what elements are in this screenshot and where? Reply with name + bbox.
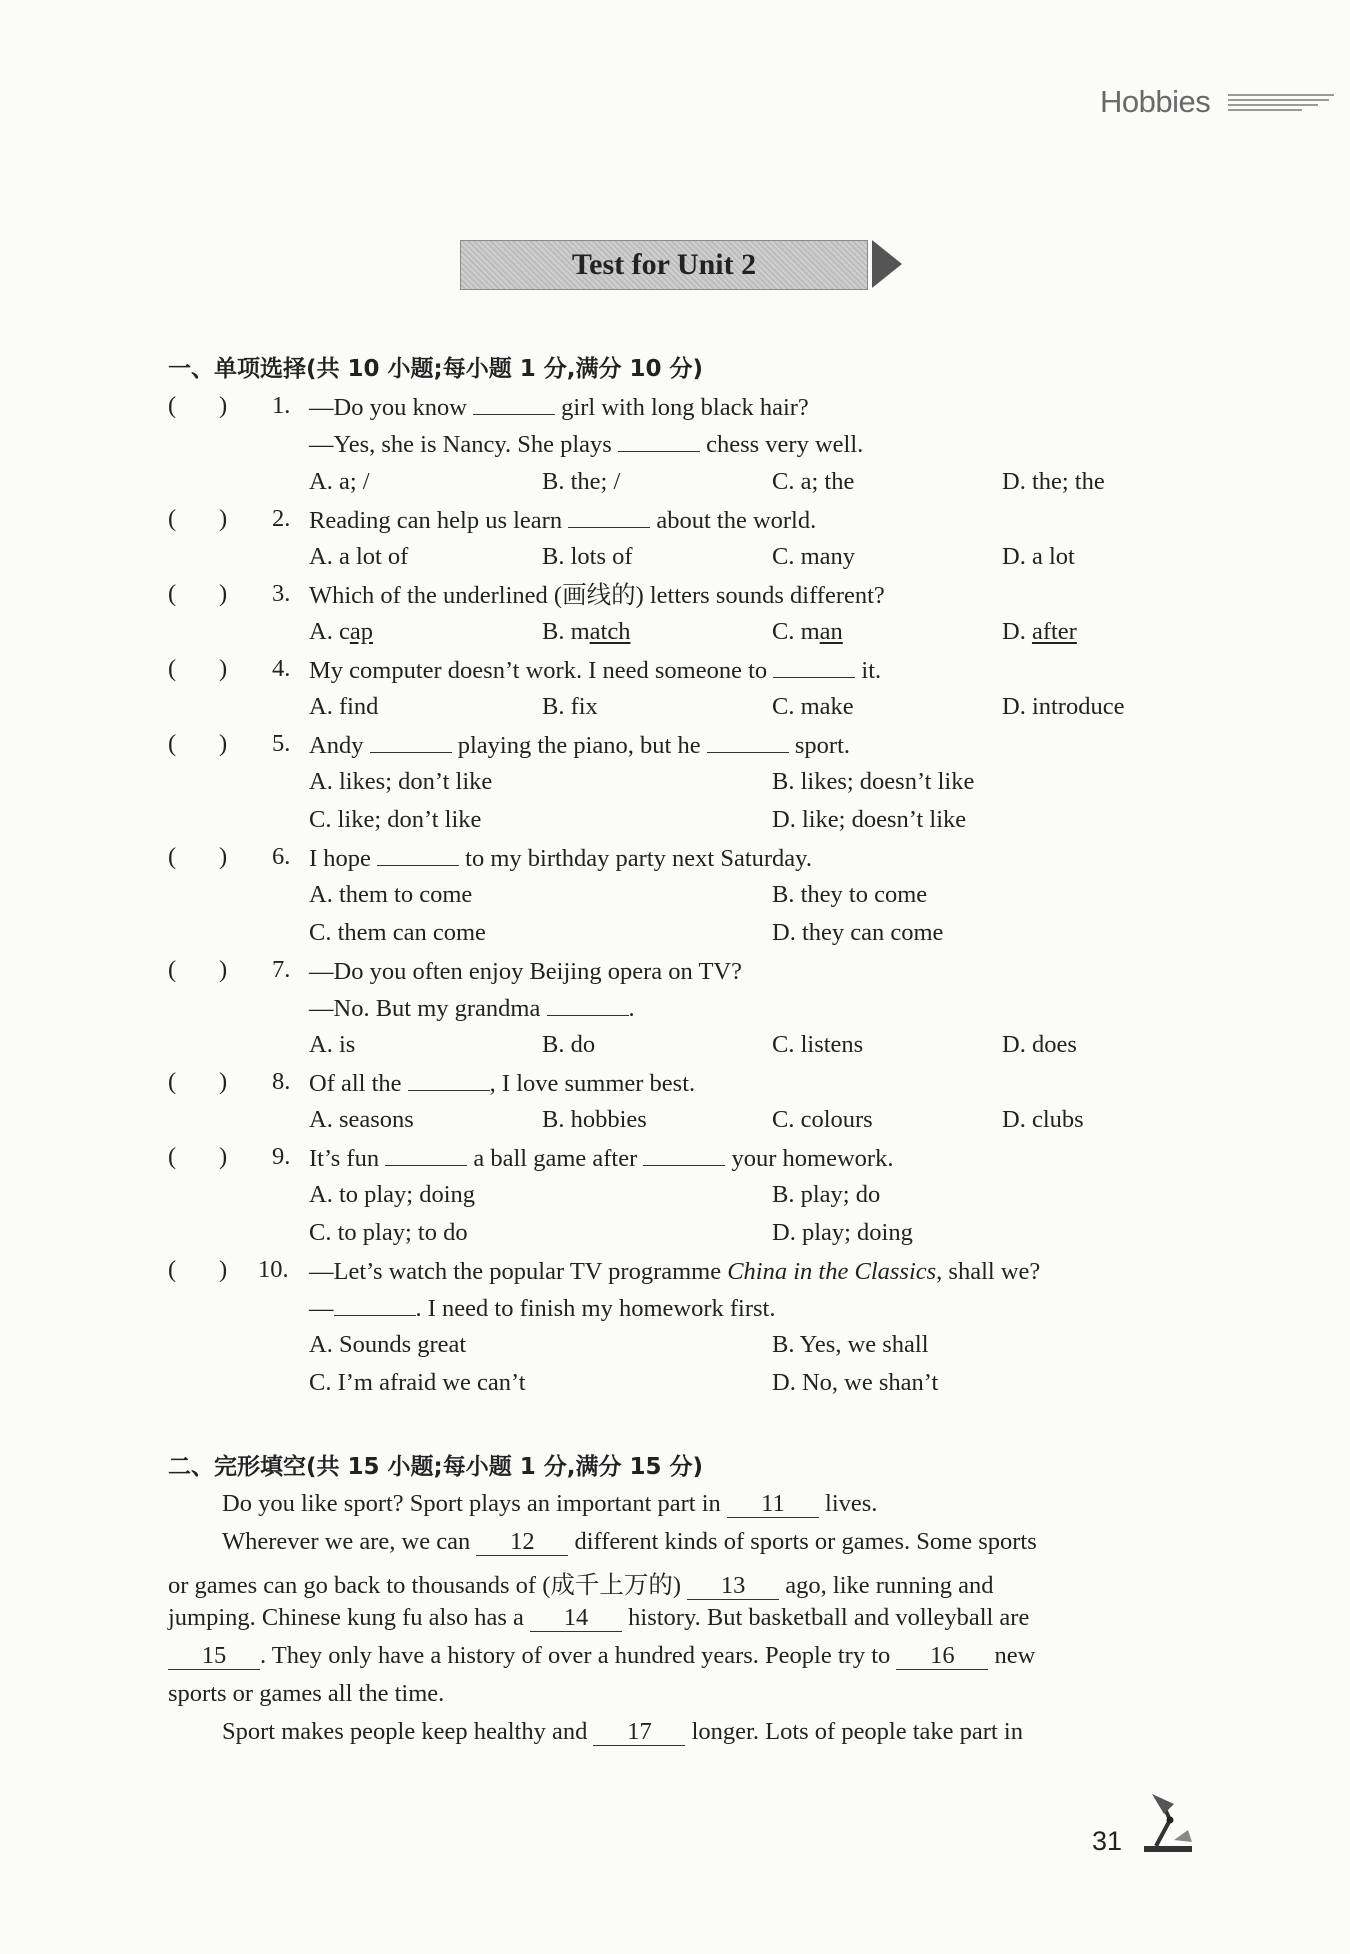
question-text: It’s fun: [309, 1145, 380, 1172]
option-c[interactable]: C. I’m afraid we can’t: [309, 1369, 526, 1396]
option-b[interactable]: B. fix: [542, 693, 598, 720]
cloze-blank[interactable]: 13: [687, 1574, 779, 1600]
answer-blank: [385, 1147, 467, 1166]
section-heading-2: 二、完形填空(共 15 小题;每小题 1 分,满分 15 分): [168, 1454, 704, 1480]
question-text: chess very well.: [706, 431, 864, 458]
unit-title-banner: [460, 240, 868, 290]
question-number: 7.: [272, 956, 291, 983]
answer-blank: [377, 847, 459, 866]
answer-paren[interactable]: ( ): [168, 392, 228, 419]
question-text: a ball game after: [473, 1145, 638, 1172]
question-text: —No. But my grandma: [309, 995, 541, 1022]
question-number: 10.: [258, 1256, 289, 1283]
question-number: 9.: [272, 1143, 291, 1170]
option-d[interactable]: D. after: [1002, 618, 1077, 645]
option-a[interactable]: A. Sounds great: [309, 1331, 467, 1358]
header-decoration-lines: [1228, 94, 1334, 110]
title-arrow-icon: [872, 240, 902, 288]
option-d[interactable]: D. No, we shan’t: [772, 1369, 939, 1396]
option-d[interactable]: D. they can come: [772, 919, 944, 946]
option-c[interactable]: C. man: [772, 618, 843, 645]
page-number: 31: [1092, 1826, 1123, 1856]
answer-blank: [473, 396, 555, 415]
cloze-blank[interactable]: 11: [727, 1492, 819, 1518]
option-b[interactable]: B. do: [542, 1031, 596, 1058]
question-number: 6.: [272, 843, 291, 870]
answer-blank: [334, 1297, 416, 1316]
option-a[interactable]: A. is: [309, 1031, 356, 1058]
programme-title: China in the Classics: [727, 1258, 937, 1285]
question-text: girl with long black hair?: [561, 394, 809, 421]
answer-paren[interactable]: ( ): [168, 580, 228, 607]
question-text: your homework.: [731, 1145, 894, 1172]
answer-blank: [370, 734, 452, 753]
cloze-blank[interactable]: 16: [896, 1644, 988, 1670]
question-number: 4.: [272, 655, 291, 682]
option-c[interactable]: C. make: [772, 693, 854, 720]
answer-paren[interactable]: ( ): [168, 843, 228, 870]
question-text: to my birthday party next Saturday.: [465, 845, 812, 872]
question-text: —: [309, 1295, 334, 1322]
cloze-blank[interactable]: 17: [593, 1720, 685, 1746]
answer-paren[interactable]: ( ): [168, 655, 228, 682]
question-text: —Yes, she is Nancy. She plays: [309, 431, 612, 458]
answer-blank: [643, 1147, 725, 1166]
option-d[interactable]: D. a lot: [1002, 543, 1075, 570]
option-b[interactable]: B. Yes, we shall: [772, 1331, 929, 1358]
option-c[interactable]: C. colours: [772, 1106, 873, 1133]
option-b[interactable]: B. they to come: [772, 881, 928, 908]
cloze-paragraph-1: Do you like sport? Sport plays an important part in 11 lives.: [222, 1490, 878, 1517]
option-d[interactable]: D. play; doing: [772, 1219, 913, 1246]
option-c[interactable]: C. them can come: [309, 919, 486, 946]
option-d[interactable]: D. does: [1002, 1031, 1077, 1058]
option-d[interactable]: D. clubs: [1002, 1106, 1084, 1133]
question-text: Reading can help us learn: [309, 507, 563, 534]
option-a[interactable]: A. cap: [309, 618, 373, 645]
answer-paren[interactable]: ( ): [168, 505, 228, 532]
option-d[interactable]: D. the; the: [1002, 468, 1105, 495]
option-b[interactable]: B. the; /: [542, 468, 621, 495]
option-c[interactable]: C. many: [772, 543, 856, 570]
option-a[interactable]: A. find: [309, 693, 379, 720]
answer-paren[interactable]: ( ): [168, 1143, 228, 1170]
option-d[interactable]: D. like; doesn’t like: [772, 806, 967, 833]
question-text: Andy: [309, 732, 364, 759]
option-c[interactable]: C. to play; to do: [309, 1219, 468, 1246]
cloze-paragraph-2-line-4: 15 . They only have a history of over a hundred years. People try to 16 new: [168, 1642, 1035, 1670]
question-text: it.: [861, 657, 882, 684]
answer-paren[interactable]: ( ): [168, 1256, 228, 1283]
cloze-blank[interactable]: 14: [530, 1606, 622, 1632]
question-text: .: [628, 995, 635, 1022]
option-d[interactable]: D. introduce: [1002, 693, 1125, 720]
running-header: Hobbies: [1100, 84, 1211, 119]
option-b[interactable]: B. likes; doesn’t like: [772, 768, 975, 795]
question-text: playing the piano, but he: [457, 732, 701, 759]
question-text: . I need to finish my homework first.: [415, 1295, 776, 1322]
question-text: , I love summer best.: [489, 1070, 696, 1097]
question-number: 1.: [272, 392, 291, 419]
section-heading-1: 一、单项选择(共 10 小题;每小题 1 分,满分 10 分): [168, 356, 704, 382]
page-title: Test for Unit 2: [571, 248, 757, 281]
question-text: My computer doesn’t work. I need someone to: [309, 657, 768, 684]
question-text: —Do you know: [309, 394, 467, 421]
cloze-paragraph-2-line-3: jumping. Chinese kung fu also has a 14 history. But basketball and volleyball are: [168, 1604, 1030, 1631]
answer-blank: [568, 509, 650, 528]
question-text: sport.: [794, 732, 850, 759]
answer-blank: [618, 433, 700, 452]
question-number: 5.: [272, 730, 291, 757]
answer-paren[interactable]: ( ): [168, 956, 228, 983]
option-a[interactable]: A. a lot of: [309, 543, 409, 570]
question-text: —Let’s watch the popular TV programme: [309, 1258, 722, 1285]
option-b[interactable]: B. hobbies: [542, 1106, 647, 1133]
option-c[interactable]: C. listens: [772, 1031, 864, 1058]
option-a[interactable]: A. seasons: [309, 1106, 414, 1133]
cloze-paragraph-2-line-1: Wherever we are, we can 12 different kinds of sports or games. Some sports: [222, 1528, 1037, 1555]
question-text: Which of the underlined (画线的) letters sounds different?: [309, 582, 885, 609]
option-b[interactable]: B. match: [542, 618, 631, 645]
answer-paren[interactable]: ( ): [168, 730, 228, 757]
option-a[interactable]: A. a; /: [309, 468, 370, 495]
question-text: , shall we?: [936, 1258, 1041, 1285]
option-a[interactable]: A. likes; don’t like: [309, 768, 493, 795]
question-number: 2.: [272, 505, 291, 532]
option-a[interactable]: A. them to come: [309, 881, 473, 908]
answer-blank: [547, 997, 629, 1016]
question-text: about the world.: [656, 507, 817, 534]
answer-paren[interactable]: ( ): [168, 1068, 228, 1095]
option-b[interactable]: B. play; do: [772, 1181, 881, 1208]
question-text: Of all the: [309, 1070, 402, 1097]
answer-blank: [707, 734, 789, 753]
question-text: I hope: [309, 845, 371, 872]
desk-lamp-icon: [1134, 1790, 1200, 1856]
question-number: 3.: [272, 580, 291, 607]
cloze-blank[interactable]: 15: [168, 1644, 260, 1670]
answer-blank: [773, 659, 855, 678]
answer-blank: [408, 1072, 490, 1091]
option-a[interactable]: A. to play; doing: [309, 1181, 476, 1208]
option-b[interactable]: B. lots of: [542, 543, 633, 570]
option-c[interactable]: C. a; the: [772, 468, 855, 495]
question-number: 8.: [272, 1068, 291, 1095]
cloze-blank[interactable]: 12: [476, 1530, 568, 1556]
cloze-paragraph-2-line-5: sports or games all the time.: [168, 1680, 445, 1707]
question-text: —Do you often enjoy Beijing opera on TV?: [309, 958, 742, 985]
option-c[interactable]: C. like; don’t like: [309, 806, 482, 833]
cloze-paragraph-2-line-2: or games can go back to thousands of (成千上万的) 13 ago, like running and: [168, 1572, 994, 1599]
cloze-paragraph-3: Sport makes people keep healthy and 17 longer. Lots of people take part in: [222, 1718, 1023, 1745]
